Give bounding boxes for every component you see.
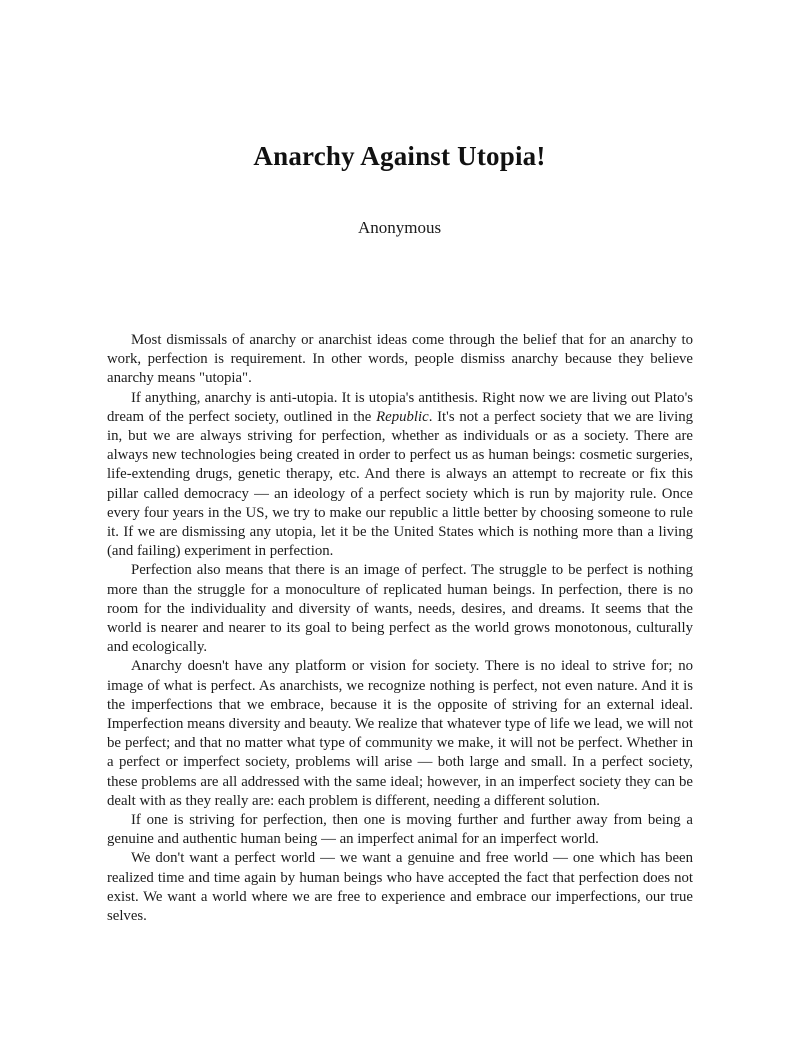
text-segment: . It's not a perfect society that we are living in, but we are always striving for perfection, whether as individuals or as a society. There are always new technologies being created in order to perfect us as human beings: cosmetic surgeries, life-extending drugs, genetic therapy, etc. And there is always an attempt to recreate or fix this pillar called democracy — an ideology of a perfect society which is run by majority rule. Once every four years in the US, we try to make our republic a little better by choosing someone to rule it. If we are dismissing any utopia, let it be the United States which is nothing more than a living (and failing) experiment in perfection. [107,408,693,560]
text-segment: Most dismissals of anarchy or anarchist ideas come through the belief that for an anarchy to work, perfection is requirement. In other words, people dismiss anarchy because they believe anarchy means "utopia". [107,332,693,387]
paragraph [107,657,693,811]
paragraph [107,811,693,849]
document-title: Anarchy Against Utopia! [253,141,546,171]
paragraph [107,849,693,926]
text-segment: Perfection also means that there is an image of perfect. The struggle to be perfect is nothing more than the struggle for a monoculture of replicated human beings. In perfection, there is no room for the individuality and diversity of wants, needs, desires, and dreams. It seems that the world is nearer and nearer to its goal to being perfect as the world grows monotonous, culturally and ecologically. [107,562,693,656]
text-segment: Anarchy doesn't have any platform or vision for society. There is no ideal to strive for; no image of what is perfect. As anarchists, we recognize nothing is perfect, not even nature. And it is the imperfections that we embrace, because it is the opposite of striving for an external ideal. Imperfection means diversity and beauty. We realize that whatever type of life we lead, we will not be perfect; and that no matter what type of community we make, it will not be perfect. Whether in a perfect or imperfect society, problems will arise — both large and small. In a perfect society, these problems are all addressed with the same ideal; however, in an imperfect society they can be dealt with as they really are: each problem is different, needing a different solution. [107,658,693,809]
paragraph [107,561,693,657]
text-segment: We don't want a perfect world — we want a genuine and free world — one which has been realized time and time again by human beings who have accepted the fact that perfection does not exist. We want a world where we are free to experience and embrace our imperfections, our true selves. [107,850,693,925]
italic-text: Republic [376,408,429,425]
document-author: Anonymous [357,218,442,237]
paragraph [107,331,693,389]
body-text [107,331,693,926]
paragraph [107,389,693,562]
text-segment: If anything, anarchy is anti-utopia. It is utopia's antithesis. Right now we are living out Plato's dream of the perfect society, outlined in the [107,389,693,425]
text-segment: If one is striving for perfection, then one is moving further and further away from being a genuine and authentic human being — an imperfect animal for an imperfect world. [107,812,693,848]
